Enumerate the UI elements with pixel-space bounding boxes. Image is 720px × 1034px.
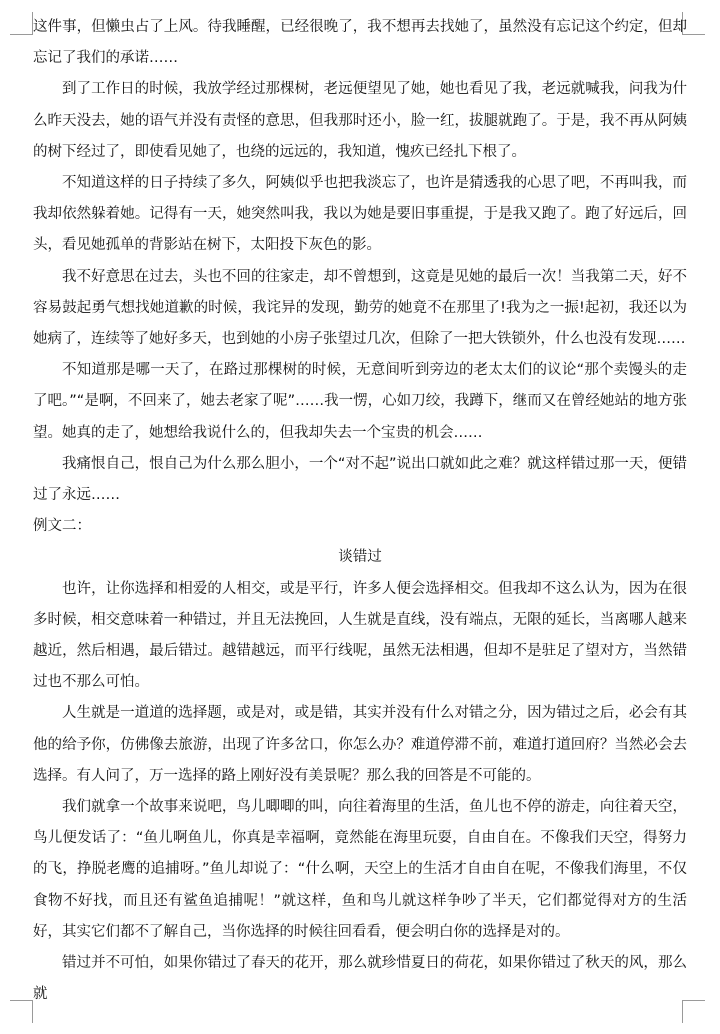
story-two-paragraph-2: 人生就是一道道的选择题，或是对，或是错，其实并没有什么对错之分，因为错过之后，必会有其他的给予你，仿佛像去旅游，出现了许多岔口，你怎么办？难道停滞不前，难道打道回府？当然必会去选择。有人问了，万一选择的路上刚好没有美景呢？那么我的回答是不可能的。 — [33, 705, 687, 784]
story-two-paragraph-1: 也许，让你选择和相爱的人相交，或是平行，许多人便会选择相交。但我却不这么认为，因为在很多时候，相交意味着一种错过，并且无法挽回，人生就是直线，没有端点，无限的延长，当离哪人越来越近，然后相遇，最后错过。越错越远，而平行线呢，虽然无法相遇，但却不是驻足了望对方，当然错过也不那么可怕。 — [33, 580, 687, 691]
example-two-label: 例文二： — [33, 518, 91, 535]
story-two-paragraph-3: 我们就拿一个故事来说吧，鸟儿唧唧的叫，向往着海里的生活，鱼儿也不停的游走，向往着天空，鸟儿便发话了：“鱼儿啊鱼儿，你真是幸福啊，竟然能在海里玩耍，自由自在。不像我们天空，得努力的飞，挣脱老鹰的追捕呀。”鱼儿却说了：“什么啊，天空上的生活才自由自在呢，不像我们海里，不仅食物不好找，而且还有鲨鱼追捕呢！”就这样，鱼和鸟儿就这样争吵了半天，它们都觉得对方的生活好，其实它们都不了解自己，当你选择的时候往回看看，便会明白你的选择是对的。 — [33, 799, 687, 940]
crop-mark-top-left — [10, 12, 33, 35]
story-one-paragraph-3: 不知道这样的日子持续了多久，阿姨似乎也把我淡忘了，也许是猜透我的心思了吧，不再叫我，而我却依然躲着她。记得有一天，她突然叫我，我以为她是要旧事重提，于是我又跑了。跑了好远后，回头，看见她孤单的背影站在树下，太阳投下灰色的影。 — [33, 175, 687, 254]
story-one-paragraph-1: 这件事，但懒虫占了上风。待我睡醒，已经很晚了，我不想再去找她了，虽然没有忘记这个约定，但却忘记了我们的承诺…… — [33, 19, 687, 67]
story-two-paragraph-4: 错过并不可怕，如果你错过了春天的花开，那么就珍惜夏日的荷花，如果你错过了秋天的风，那么就 — [33, 955, 687, 1003]
story-one-paragraph-4: 我不好意思在过去，头也不回的往家走，却不曾想到，这竟是见她的最后一次！当我第二天，好不容易鼓起勇气想找她道歉的时候，我诧异的发现，勤劳的她竟不在那里了!我为之一振!起初，我还以为她病了，连续等了她好多天，也到她的小房子张望过几次，但除了一把大铁锁外，什么也没有发现…… — [33, 268, 687, 348]
document-body — [33, 12, 687, 1011]
story-one-paragraph-5: 不知道那是哪一天了，在路过那棵树的时候，无意间听到旁边的老太太们的议论“那个卖馒头的走了吧。”“是啊，不回来了，她去老家了呢”……我一愣，心如刀绞，我蹲下，继而又在曾经她站的地方张望。她真的走了，她想给我说什么的，但我却失去一个宝贵的机会…… — [33, 362, 687, 441]
crop-mark-bottom-left — [10, 1000, 33, 1023]
story-one-paragraph-2: 到了工作日的时候，我放学经过那棵树，老远便望见了她，她也看见了我，老远就喊我，问我为什么昨天没去，她的语气并没有责怪的意思，但我那时还小，脸一红，拔腿就跑了。于是，我不再从阿姨的树下经过了，即使看见她了，也绕的远远的，我知道，愧疚已经扎下根了。 — [33, 81, 687, 160]
story-one-paragraph-6: 我痛恨自己，恨自己为什么那么胆小，一个“对不起”说出口就如此之难？就这样错过那一天，便错过了永远…… — [33, 455, 687, 504]
example-two-title: 谈错过 — [338, 549, 382, 566]
